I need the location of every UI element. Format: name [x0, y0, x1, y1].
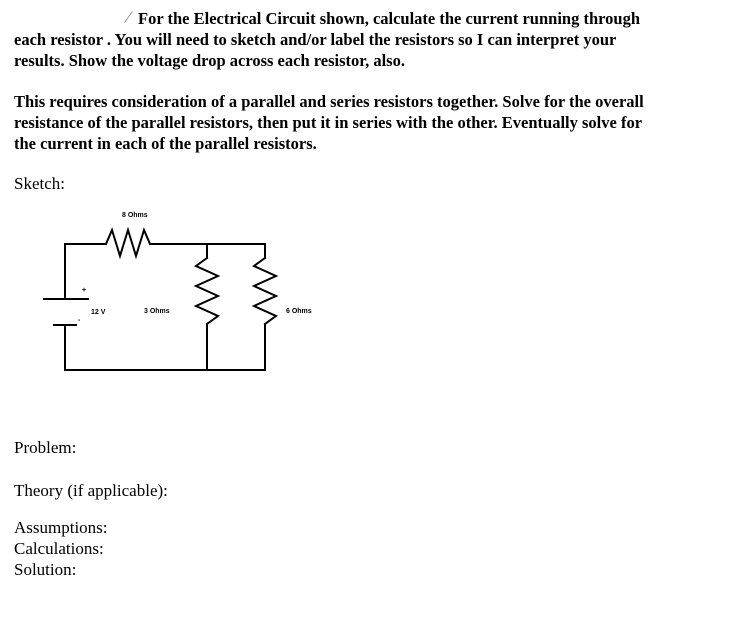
instructions-line: each resistor . You will need to sketch and/or label the resistors so I can interpret your	[14, 30, 617, 49]
hint-paragraph	[14, 91, 730, 154]
battery-minus-sign: -	[78, 317, 81, 324]
assumptions-heading: Assumptions:	[14, 518, 108, 537]
circuit-diagram	[0, 195, 340, 390]
problem-heading: Problem:	[14, 438, 77, 457]
wire-right-bottom	[65, 324, 265, 370]
parallel-resistor-1-label: 3 Ohms	[144, 308, 170, 315]
instructions-line: For the Electrical Circuit shown, calculate the current running through	[138, 9, 641, 28]
parallel-resistor-1	[196, 258, 218, 324]
series-resistor	[106, 230, 150, 256]
parallel-resistor-2	[254, 258, 276, 324]
instructions-paragraph	[14, 8, 730, 71]
hint-line: resistance of the parallel resistors, then put it in series with the other. Eventually solve for	[14, 113, 643, 132]
hint-line: This requires consideration of a parallel and series resistors together. Solve for the overall	[14, 92, 644, 111]
instructions-line: results. Show the voltage drop across each resistor, also.	[14, 51, 405, 70]
battery-voltage-label: 12 V	[91, 309, 106, 316]
theory-heading: Theory (if applicable):	[14, 481, 168, 500]
series-resistor-label: 8 Ohms	[122, 212, 148, 219]
hint-line: the current in each of the parallel resistors.	[14, 134, 317, 153]
parallel-resistor-2-label: 6 Ohms	[286, 308, 312, 315]
calculations-heading: Calculations:	[14, 539, 104, 558]
sketch-heading: Sketch:	[14, 174, 65, 193]
solution-heading: Solution:	[14, 560, 77, 579]
battery-plus-sign: +	[82, 287, 87, 294]
